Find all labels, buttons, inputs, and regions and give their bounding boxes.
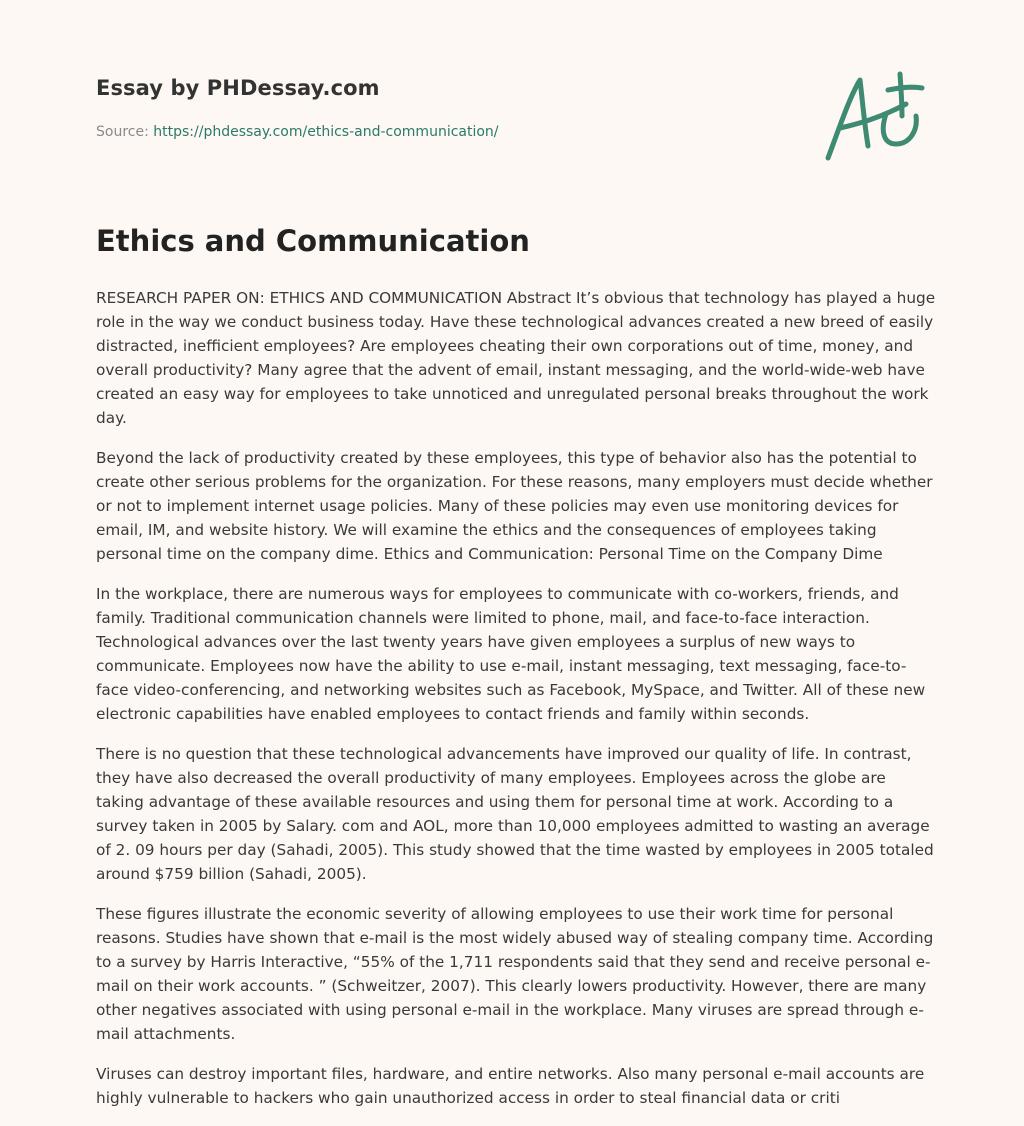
essay-paragraph: In the workplace, there are numerous ways for employees to communicate with co-workers, friends, and family. Traditional communication channels were limited to phone, mail, and face-to-face interaction. Technological advances over the last twenty years have given employees a surplus of new ways to communicate. Employees now have the ability to use e-mail, instant messaging, text messaging, face-to-face video-conferencing, and networking websites such as Facebook, MySpace, and Twitter. All of these new electronic capabilities have enabled employees to contact friends and family within seconds. [96,585,926,723]
source-line [96,124,499,140]
essay-title: Ethics and Communication [96,224,530,258]
essay-paragraph: RESEARCH PAPER ON: ETHICS AND COMMUNICATION Abstract It’s obvious that technology has played a huge role in the way we conduct business today. Have these technological advances created a new breed of easily distracted, inefficient employees? Are employees cheating their own corporations out of time, money, and overall productivity? Many agree that the advent of email, instant messaging, and the world-wide-web have created an easy way for employees to take unnoticed and unregulated personal breaks throughout the work day. [96,289,936,427]
site-title: Essay by PHDessay.com [96,76,380,100]
essay-body [96,286,936,1126]
source-link[interactable]: https://phdessay.com/ethics-and-communication/ [153,124,499,140]
essay-paragraph: There is no question that these technological advancements have improved our quality of life. In contrast, they have also decreased the overall productivity of many employees. Employees across the globe are taking advantage of these available resources and using them for personal time at work. According to a survey taken in 2005 by Salary. com and AOL, more than 10,000 employees admitted to wasting an average of 2. 09 hours per day (Sahadi, 2005). This study showed that the time wasted by employees in 2005 totaled around $759 billion (Sahadi, 2005). [96,745,934,883]
essay-paragraph: Viruses can destroy important files, hardware, and entire networks. Also many personal e-mail accounts are highly vulnerable to hackers who gain unauthorized access in order to steal financial data or criti [96,1065,925,1107]
source-label: Source: [96,124,154,140]
essay-paragraph: Beyond the lack of productivity created by these employees, this type of behavior also has the potential to create other serious problems for the organization. For these reasons, many employers must decide whether or not to implement internet usage policies. Many of these policies may even use monitoring devices for email, IM, and website history. We will examine the ethics and the consequences of employees taking personal time on the company dime. Ethics and Communication: Personal Time on the Company Dime [96,449,933,563]
essay-paragraph: These figures illustrate the economic severity of allowing employees to use their work time for personal reasons. Studies have shown that e-mail is the most widely abused way of stealing company time. According to a survey by Harris Interactive, “55% of the 1,711 respondents said that they send and receive personal e-mail on their work accounts. ” (Schweitzer, 2007). This clearly lowers productivity. However, there are many other negatives associated with using personal e-mail in the workplace. Many viruses are spread through e-mail attachments. [96,905,934,1043]
a-plus-logo-icon [818,66,928,166]
